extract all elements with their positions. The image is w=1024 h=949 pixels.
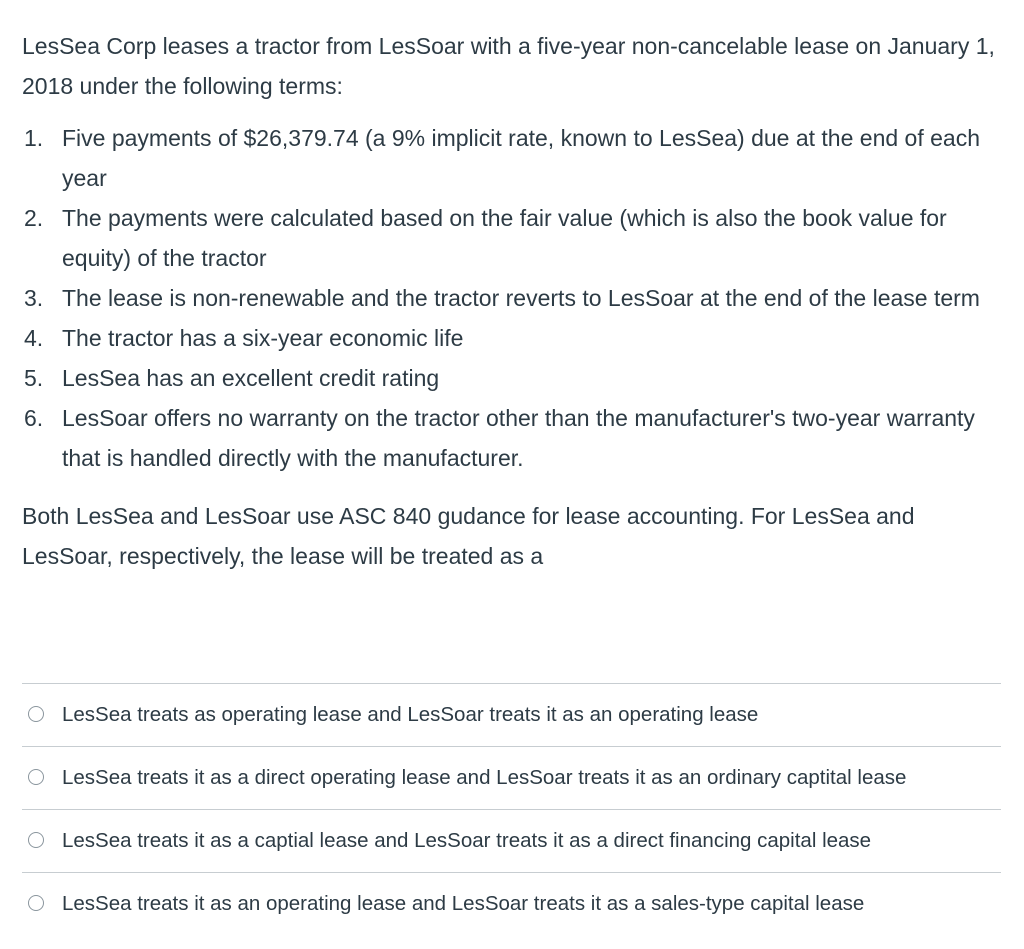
list-item [22, 358, 1007, 398]
list-item-text: LesSoar offers no warranty on the tractor other than the manufacturer's two-year warranty that is handled directly with the manufacturer. [62, 405, 975, 471]
list-item [22, 278, 1007, 318]
radio-button[interactable] [28, 769, 44, 785]
list-item-number: 1. [24, 125, 44, 151]
radio-button[interactable] [28, 895, 44, 911]
list-item [22, 198, 1007, 278]
answer-label[interactable]: LesSea treats as operating lease and LesSoar treats it as an operating lease [62, 703, 759, 726]
radio-button[interactable] [28, 832, 44, 848]
list-item-number: 4. [24, 325, 44, 351]
answer-option-4[interactable] [22, 873, 1001, 935]
list-item [22, 398, 1007, 478]
answer-label[interactable]: LesSea treats it as a captial lease and LesSoar treats it as a direct financing capital lease [62, 829, 872, 852]
answer-option-3[interactable] [22, 810, 1001, 873]
list-item [22, 318, 1007, 358]
question-prompt: Both LesSea and LesSoar use ASC 840 gudance for lease accounting. For LesSea and LesSoar, respectively, the lease will be treated as a [22, 503, 915, 569]
list-item-text: The payments were calculated based on the fair value (which is also the book value for equity) of the tractor [62, 205, 947, 271]
radio-button[interactable] [28, 706, 44, 722]
list-item-text: LesSea has an excellent credit rating [62, 365, 440, 391]
list-item-number: 2. [24, 205, 44, 231]
list-item-number: 3. [24, 285, 44, 311]
question-body [22, 26, 1007, 576]
question-intro: LesSea Corp leases a tractor from LesSoar with a five-year non-cancelable lease on January 1, 2018 under the following terms: [22, 33, 995, 99]
list-item-text: The tractor has a six-year economic life [62, 325, 464, 351]
lease-terms-list [22, 118, 1007, 478]
list-item-text: The lease is non-renewable and the tractor reverts to LesSoar at the end of the lease term [62, 285, 980, 311]
answer-label[interactable]: LesSea treats it as an operating lease and LesSoar treats it as a sales-type capital lease [62, 892, 865, 915]
list-item-text: Five payments of $26,379.74 (a 9% implicit rate, known to LesSea) due at the end of each year [62, 125, 980, 191]
answer-label[interactable]: LesSea treats it as a direct operating lease and LesSoar treats it as an ordinary captital lease [62, 766, 907, 789]
answer-option-1[interactable] [22, 684, 1001, 747]
answer-option-2[interactable] [22, 747, 1001, 810]
list-item-number: 5. [24, 365, 44, 391]
answer-choices [22, 683, 1001, 935]
list-item-number: 6. [24, 405, 44, 431]
list-item [22, 118, 1007, 198]
